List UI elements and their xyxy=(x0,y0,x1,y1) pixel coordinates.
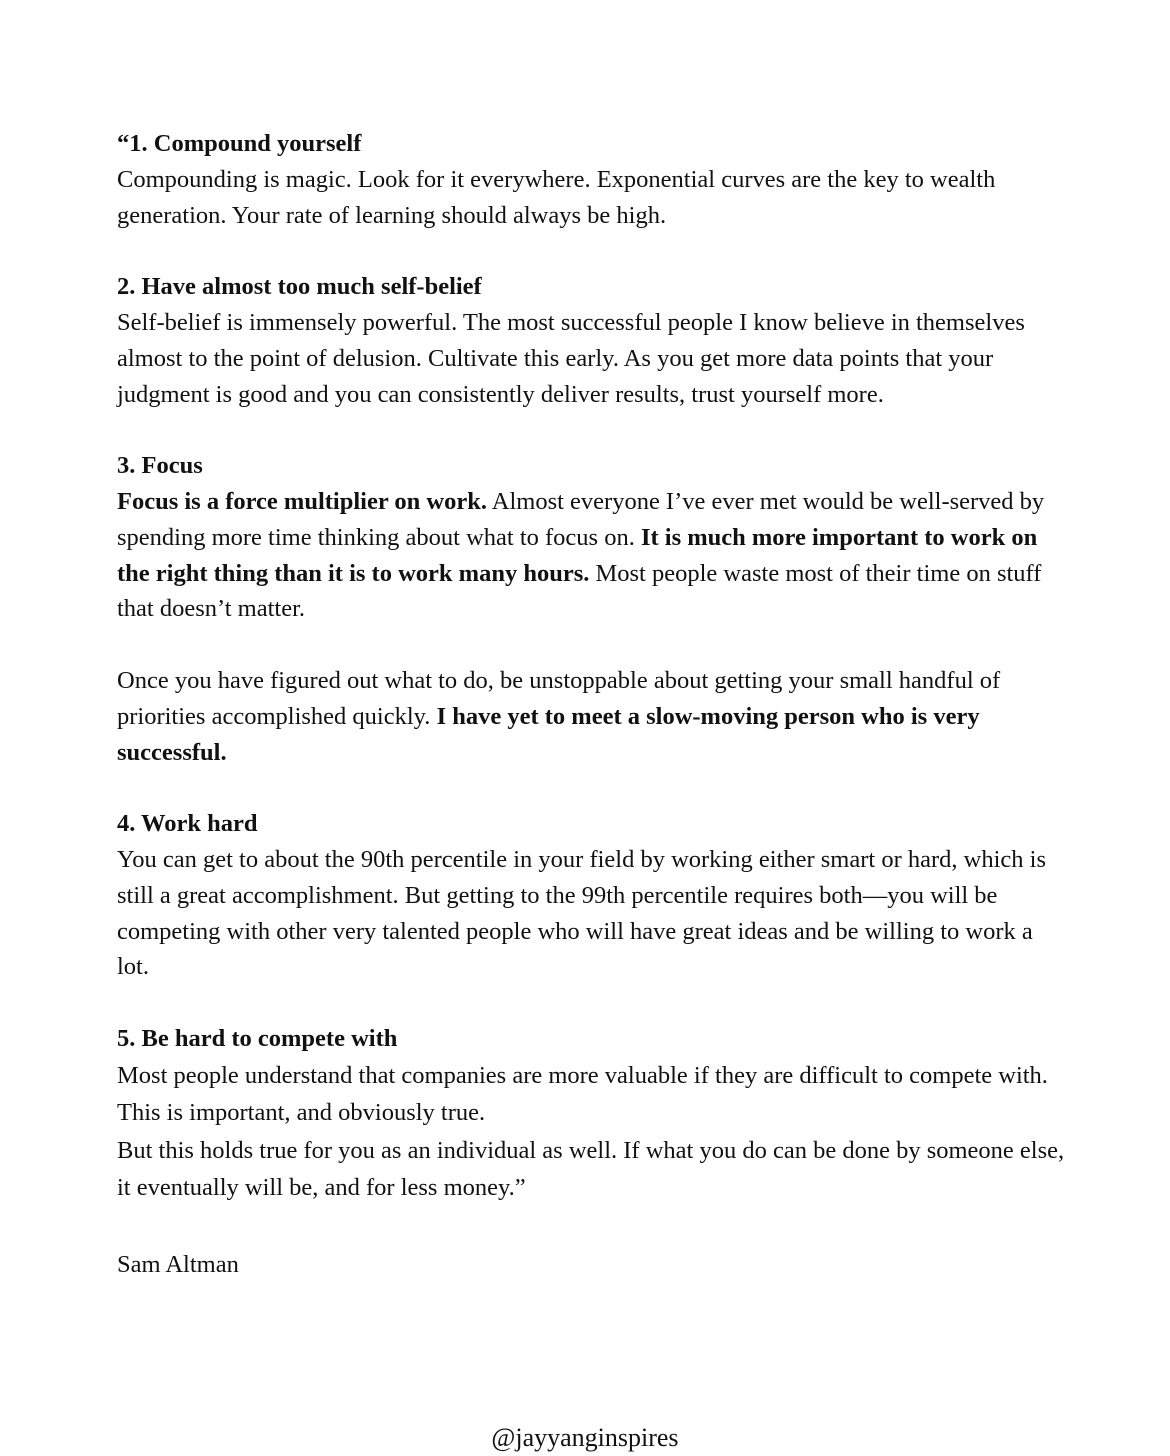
section-3-text-2: Most people waste most of their time on stuff that doesn’t matter. xyxy=(117,559,1042,623)
section-5-title: 5. Be hard to compete with xyxy=(117,1024,398,1052)
section-3-paragraph-2 xyxy=(117,663,1067,770)
quote-document xyxy=(117,126,1067,1283)
social-handle: @jayyanginspires xyxy=(491,1423,679,1452)
section-3-text-1: Almost everyone I’ve ever met would be well-served by spending more time thinking about what to focus on. xyxy=(117,487,1045,551)
section-2-title: 2. Have almost too much self-belief xyxy=(117,273,482,301)
section-5-body-2: But this holds true for you as an individual as well. If what you do can be done by someone else, it eventually will be, and for less money.” xyxy=(117,1136,1065,1202)
author-name: Sam Altman xyxy=(117,1250,239,1278)
section-4-title: 4. Work hard xyxy=(117,810,258,838)
section-2-body: Self-belief is immensely powerful. The most successful people I know believe in themselves almost to the point of delusion. Cultivate this early. As you get more data points that your judgment is good and you can consistently deliver results, trust yourself more. xyxy=(117,308,1025,408)
section-3-paragraph-1 xyxy=(117,484,1067,627)
section-3-title: 3. Focus xyxy=(117,452,203,480)
section-5-body-1: Most people understand that companies are more valuable if they are difficult to compete with. This is important, and obviously true. xyxy=(117,1061,1048,1127)
section-3-text-3: Once you have figured out what to do, be unstoppable about getting your small handful of priorities accomplished quickly. xyxy=(117,666,1001,730)
section-4-body: You can get to about the 90th percentile in your field by working either smart or hard, which is still a great accomplishment. But getting to the 99th percentile requires both—you will be competing with other very talented people who will have great ideas and be willing to work a lot. xyxy=(117,845,1046,981)
section-3-emphasis-2: It is much more important to work on the right thing than it is to work many hours. xyxy=(117,523,1038,587)
section-3-emphasis-3: I have yet to meet a slow-moving person who is very successful. xyxy=(117,702,980,766)
section-1-body: Compounding is magic. Look for it everywhere. Exponential curves are the key to wealth generation. Your rate of learning should always be high. xyxy=(117,165,996,229)
section-1-title: “1. Compound yourself xyxy=(117,130,362,157)
section-3-emphasis-1: Focus is a force multiplier on work. xyxy=(117,487,487,515)
